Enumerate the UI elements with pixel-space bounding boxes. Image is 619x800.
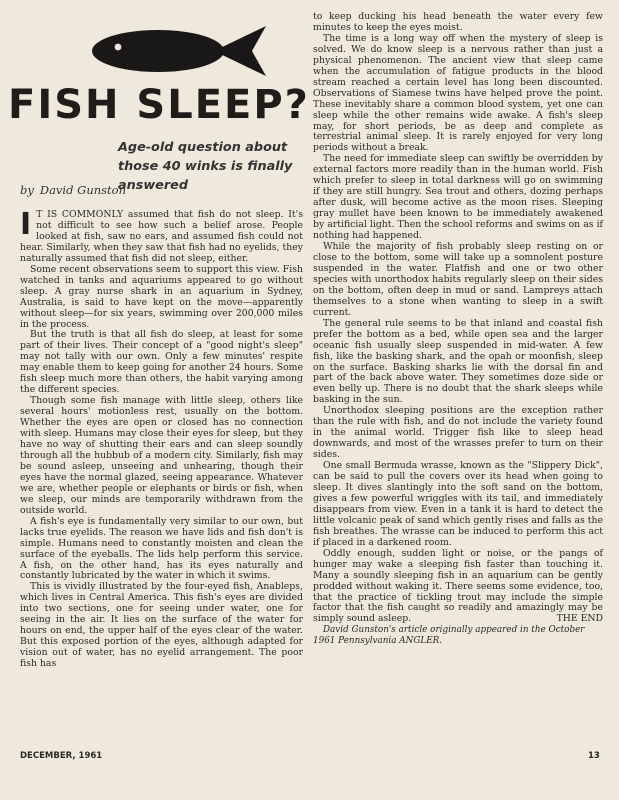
paragraph: The general rule seems to be that inland and coastal fish prefer the bottom as a bed, while open sea and the larger oceanic fish usually sleep suspended in mid-water. A few fish, like the basking shark, and the opah or moonfish, sleep on the surface. Basking sharks lie with the dorsal fin and part of the back above water. They sometimes doze side or even belly up. There is no doubt that the shark sleeps while basking in the sun. (313, 317, 603, 406)
paragraph: to keep ducking his head beneath the water every few minutes to keep the eyes moist. (313, 11, 603, 33)
author-name: David Gunston (39, 183, 126, 197)
paragraph: But the truth is that all fish do sleep, at least for some part of their lives. Their concept of a "good night's sleep" may not tally with our own. Only a few minutes' respite may enable them to keep going for another 24 hours. Some fish sleep much more than others, the habit varying among the different species. (20, 329, 303, 396)
article-title: FISH SLEEP? (8, 82, 310, 128)
right-column (313, 12, 603, 646)
paragraph: Oddly enough, sudden light or noise, or the pangs of hunger may wake a sleeping fish faster than touching it. Many a soundly sleeping fish in an aquarium can be gently prodded without waking it. There seems some evidence, too, that the practice of tickling trout may include the simple factor that the fish caught so readily and amazingly may be simply sound asleep. THE END (313, 547, 603, 625)
drop-cap: I (20, 207, 32, 242)
reprint-credit: David Gunston's article originally appeared in the October 1961 Pennsylvania ANGLER. (313, 625, 585, 646)
page-number: 13 (588, 751, 600, 761)
paragraph: Some recent observations seem to support this view. Fish watched in tanks and aquariums appeared to go without sleep. A gray nurse shark in an aquarium in Sydney, Australia, is said to have kept on the move—apparently without sleep—for six years, swimming over 200,000 miles in the process. (20, 263, 303, 330)
paragraph: The time is a long way off when the mystery of sleep is solved. We do know sleep is a nervous rather than just a physical phenomenon. The ancient view that sleep came when the accumulation of fatigue products in the blood stream reached a certain level has long been discounted. Observations of Siamese twins have helped prove the point. These inevitably share a common blood system, yet one can sleep while the other remains wide awake. A fish's sleep may, for short periods, be as deep and complete as terrestrial animal sleep. It is rarely enjoyed for very long periods without a break. (313, 32, 603, 154)
fish-eye (115, 44, 122, 51)
paragraph: Though some fish manage with little sleep, others like several hours' motionless rest, usually on the bottom. Whether the eyes are open or closed has no connection with sleep. Humans may close their eyes for sleep, but they have no way of shutting their ears and can sleep soundly through all the hubbub of a modern city. Similarly, fish may be sound asleep, unseeing and unhearing, though their eyes have the normal glazed, seeing appearance. Whatever we are, whether people or elephants or birds or fish, when we sleep, our minds are temporarily withdrawn from the outside world. (20, 395, 303, 516)
paragraph: A fish's eye is fundamentally very similar to our own, but lacks true eyelids. The reason we have lids and fish don't is simple. Humans need to constantly moisten and clean the surface of the eyeballs. The lids help perform this service. A fish, on the other hand, has its eyes naturally and constantly lubricated by the water in which it swims. (20, 515, 303, 582)
fish-body (92, 30, 224, 72)
paragraph: I T IS COMMONLY assumed that fish do not sleep. It's not difficult to see how such a belief arose. People looked at fish, saw no ears, and assumed fish could not hear. Similarly, when they saw that fish had no eyelids, they naturally assumed that fish did not sleep, either. (20, 207, 303, 264)
footer-date: DECEMBER, 1961 (20, 751, 103, 761)
article-subtitle: Age-old question about those 40 winks is finally answered (118, 140, 293, 193)
fish-icon (86, 26, 266, 76)
byline (20, 183, 126, 197)
byline-prefix: by (20, 183, 34, 197)
paragraph: Unorthodox sleeping positions are the exception rather than the rule with fish, and do not include the variety found in the animal world. Trigger fish like to sleep head downwards, and most of the wrasses prefer to turn on their sides. (313, 405, 603, 461)
fish-tail (214, 26, 266, 76)
end-mark: THE END (556, 613, 603, 625)
paragraph: One small Bermuda wrasse, known as the "Slippery Dick", can be said to pull the covers over its head when going to sleep. It dives slantingly into the soft sand on the bottom, gives a few powerful wriggles with its tail, and immediately disappears from view. Even in a tank it is hard to detect the little volcanic peak of sand which gently rises and falls as the fish breathes. The wrasse can be induced to perform this act if placed in a darkened room. (313, 460, 603, 548)
left-column (20, 207, 303, 670)
paragraph: While the majority of fish probably sleep resting on or close to the bottom, some will take up a somnolent posture suspended in the water. Flatfish and one or two other species with unorthodox habits regularly sleep on their sides on the bottom, often deep in mud or sand. Lampreys attach themselves to a stone when wanting to sleep in a swift current. (313, 241, 603, 318)
paragraph: The need for immediate sleep can swiftly be overridden by external factors more readily than in the human world. Fish which prefer to sleep in total darkness will go on swimming if they are still hungry. Sea trout and others, dozing perhaps after dusk, will become active as the moon rises. Sleeping gray mullet have been known to be immediately awakened by artificial light. Then the school reforms and swims on as if nothing had happened. (313, 153, 603, 242)
paragraph: This is vividly illustrated by the four-eyed fish, Anableps, which lives in Central America. This fish's eyes are divided into two sections, one for seeing under water, one for seeing in the air. It lies on the surface of the water for hours on end, the upper half of the eyes clear of the water. But this exposed portion of the eyes, although adapted for vision out of water, has no eyelid arrangement. The poor fish has (20, 581, 303, 670)
